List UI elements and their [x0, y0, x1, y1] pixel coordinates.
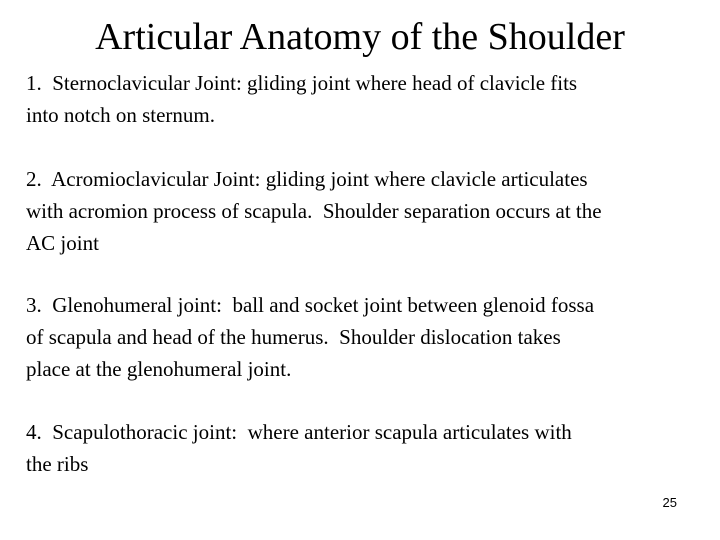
- joint-item-glenohumeral: 3. Glenohumeral joint: ball and socket joint between glenoid fossa of scapula and head of the humerus. Shoulder dislocation takes place at the glenohumeral joint.: [26, 293, 595, 381]
- joint-item-scapulothoracic: 4. Scapulothoracic joint: where anterior scapula articulates with the ribs: [26, 420, 572, 476]
- joint-item-sternoclavicular: 1. Sternoclavicular Joint: gliding joint where head of clavicle fits into notch on sternum.: [26, 71, 578, 127]
- page-number: 25: [662, 495, 677, 510]
- joint-item-acromioclavicular: 2. Acromioclavicular Joint: gliding joint where clavicle articulates with acromion process of scapula. Shoulder separation occurs at the AC joint: [26, 167, 602, 255]
- slide-title: Articular Anatomy of the Shoulder: [95, 16, 625, 58]
